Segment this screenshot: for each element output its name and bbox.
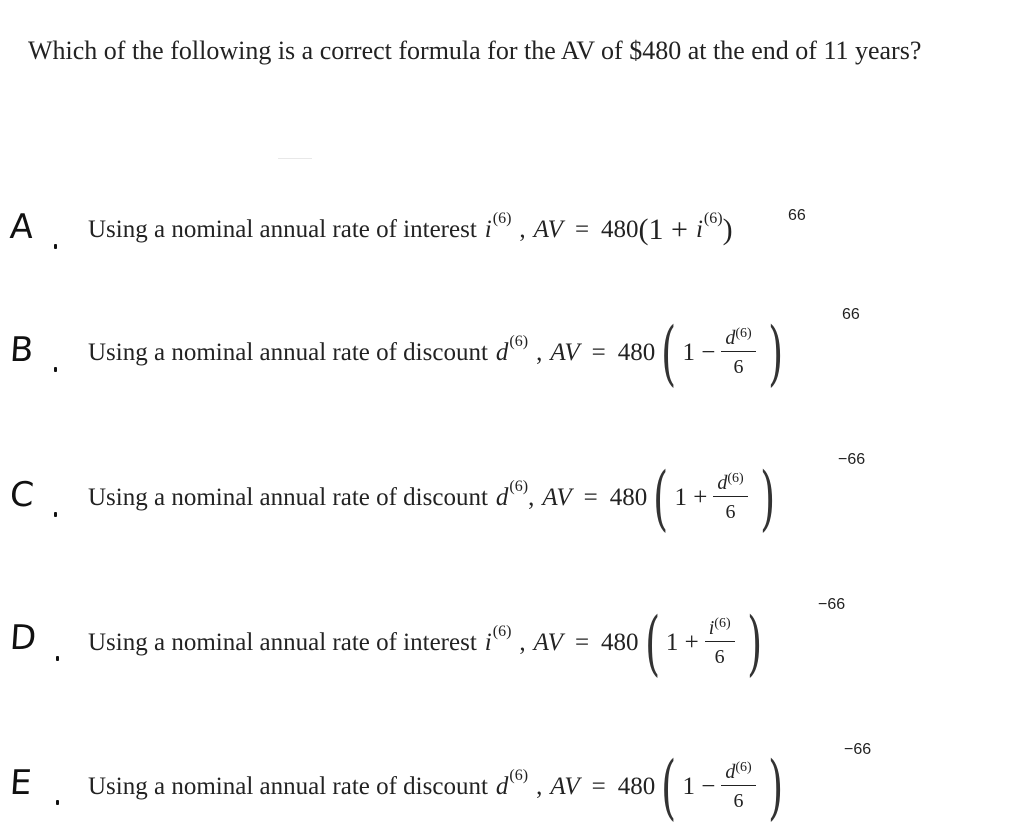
rate-symbol: i <box>484 628 492 656</box>
rate-symbol: d <box>495 772 509 800</box>
numerator-symbol: i <box>708 617 715 639</box>
option-text: Using a nominal annual rate of interest <box>88 628 477 656</box>
option-c[interactable] <box>0 445 1024 545</box>
inner-symbol: i <box>695 216 703 243</box>
equals-sign: = <box>583 483 598 511</box>
av-label: AV <box>533 628 563 656</box>
numerator-superscript: (6) <box>735 326 752 341</box>
av-label: AV <box>550 338 580 366</box>
right-paren: ) <box>767 745 783 828</box>
option-letter-a: A <box>8 207 35 247</box>
option-letter-c: C <box>8 475 36 515</box>
rate-symbol: d <box>495 338 509 366</box>
denominator: 6 <box>714 646 725 668</box>
rate-superscript: (6) <box>492 210 512 227</box>
letter-dot <box>54 367 57 372</box>
option-e-formula <box>88 740 789 833</box>
rate-symbol: d <box>495 483 509 511</box>
exponent: −66 <box>838 451 866 468</box>
coefficient: 480 <box>617 338 656 366</box>
equals-sign: = <box>591 772 606 800</box>
letter-dot <box>56 800 59 805</box>
fraction <box>713 473 747 522</box>
coefficient: 480 <box>609 483 648 511</box>
numerator-symbol: d <box>717 472 728 494</box>
letter-dot <box>54 244 57 249</box>
one-operator: 1 + <box>665 628 699 656</box>
numerator-symbol: d <box>725 761 736 783</box>
numerator-symbol: d <box>725 327 736 349</box>
exponent: −66 <box>844 741 872 758</box>
equals-sign: = <box>591 338 606 366</box>
coefficient: 480 <box>601 216 639 243</box>
denominator: 6 <box>725 501 736 523</box>
left-paren: ( <box>661 745 677 828</box>
denominator: 6 <box>733 790 744 812</box>
denominator: 6 <box>733 356 744 378</box>
right-paren: ) <box>759 456 775 539</box>
comma: , <box>519 628 526 656</box>
option-letter-b: B <box>8 330 35 370</box>
option-letter-d: D <box>8 618 38 658</box>
comma: , <box>536 338 543 366</box>
option-text: Using a nominal annual rate of discount <box>88 338 488 366</box>
fraction <box>721 762 755 811</box>
left-paren: ( <box>653 456 669 539</box>
numerator-superscript: (6) <box>714 616 731 631</box>
question-text: Which of the following is a correct formula for the AV of $480 at the end of 11 years? <box>28 36 922 65</box>
option-d-formula <box>88 595 768 690</box>
faint-mark <box>278 158 312 159</box>
fraction <box>721 328 755 377</box>
av-label: AV <box>533 216 563 243</box>
open-expr: (1 + <box>638 213 688 246</box>
option-text: Using a nominal annual rate of discount <box>88 772 488 800</box>
option-text: Using a nominal annual rate of interest <box>88 216 477 243</box>
coefficient: 480 <box>617 772 656 800</box>
right-paren: ) <box>767 311 783 394</box>
coefficient: 480 <box>601 628 639 656</box>
exponent: −66 <box>818 596 846 613</box>
option-letter-e: E <box>8 763 33 803</box>
rate-symbol: i <box>484 216 492 243</box>
fraction <box>705 618 735 667</box>
close-paren: ) <box>722 213 733 246</box>
option-d[interactable] <box>0 590 1024 690</box>
rate-superscript: (6) <box>509 766 529 784</box>
option-a-formula <box>88 210 733 247</box>
equals-sign: = <box>574 216 590 243</box>
comma: , <box>519 216 526 243</box>
rate-superscript: (6) <box>509 477 529 495</box>
inner-superscript: (6) <box>703 210 723 227</box>
comma: , <box>536 772 543 800</box>
equals-sign: = <box>574 628 590 656</box>
rate-superscript: (6) <box>492 622 512 640</box>
option-b-formula <box>88 305 789 400</box>
one-operator: 1 − <box>682 338 716 366</box>
left-paren: ( <box>661 311 677 394</box>
numerator-superscript: (6) <box>727 471 744 486</box>
comma: , <box>528 483 535 511</box>
right-paren: ) <box>746 601 762 684</box>
letter-dot <box>54 512 57 517</box>
numerator-superscript: (6) <box>735 760 752 775</box>
rate-superscript: (6) <box>509 332 529 350</box>
option-text: Using a nominal annual rate of discount <box>88 483 488 511</box>
one-operator: 1 + <box>674 483 708 511</box>
option-c-formula <box>88 450 781 545</box>
exponent: 66 <box>842 306 860 323</box>
exponent: 66 <box>788 207 806 224</box>
av-label: AV <box>542 483 572 511</box>
av-label: AV <box>550 772 580 800</box>
option-b[interactable] <box>0 300 1024 400</box>
option-e[interactable] <box>0 735 1024 833</box>
one-operator: 1 − <box>682 772 716 800</box>
option-a[interactable] <box>0 195 1024 265</box>
letter-dot <box>56 656 59 661</box>
left-paren: ( <box>644 601 660 684</box>
